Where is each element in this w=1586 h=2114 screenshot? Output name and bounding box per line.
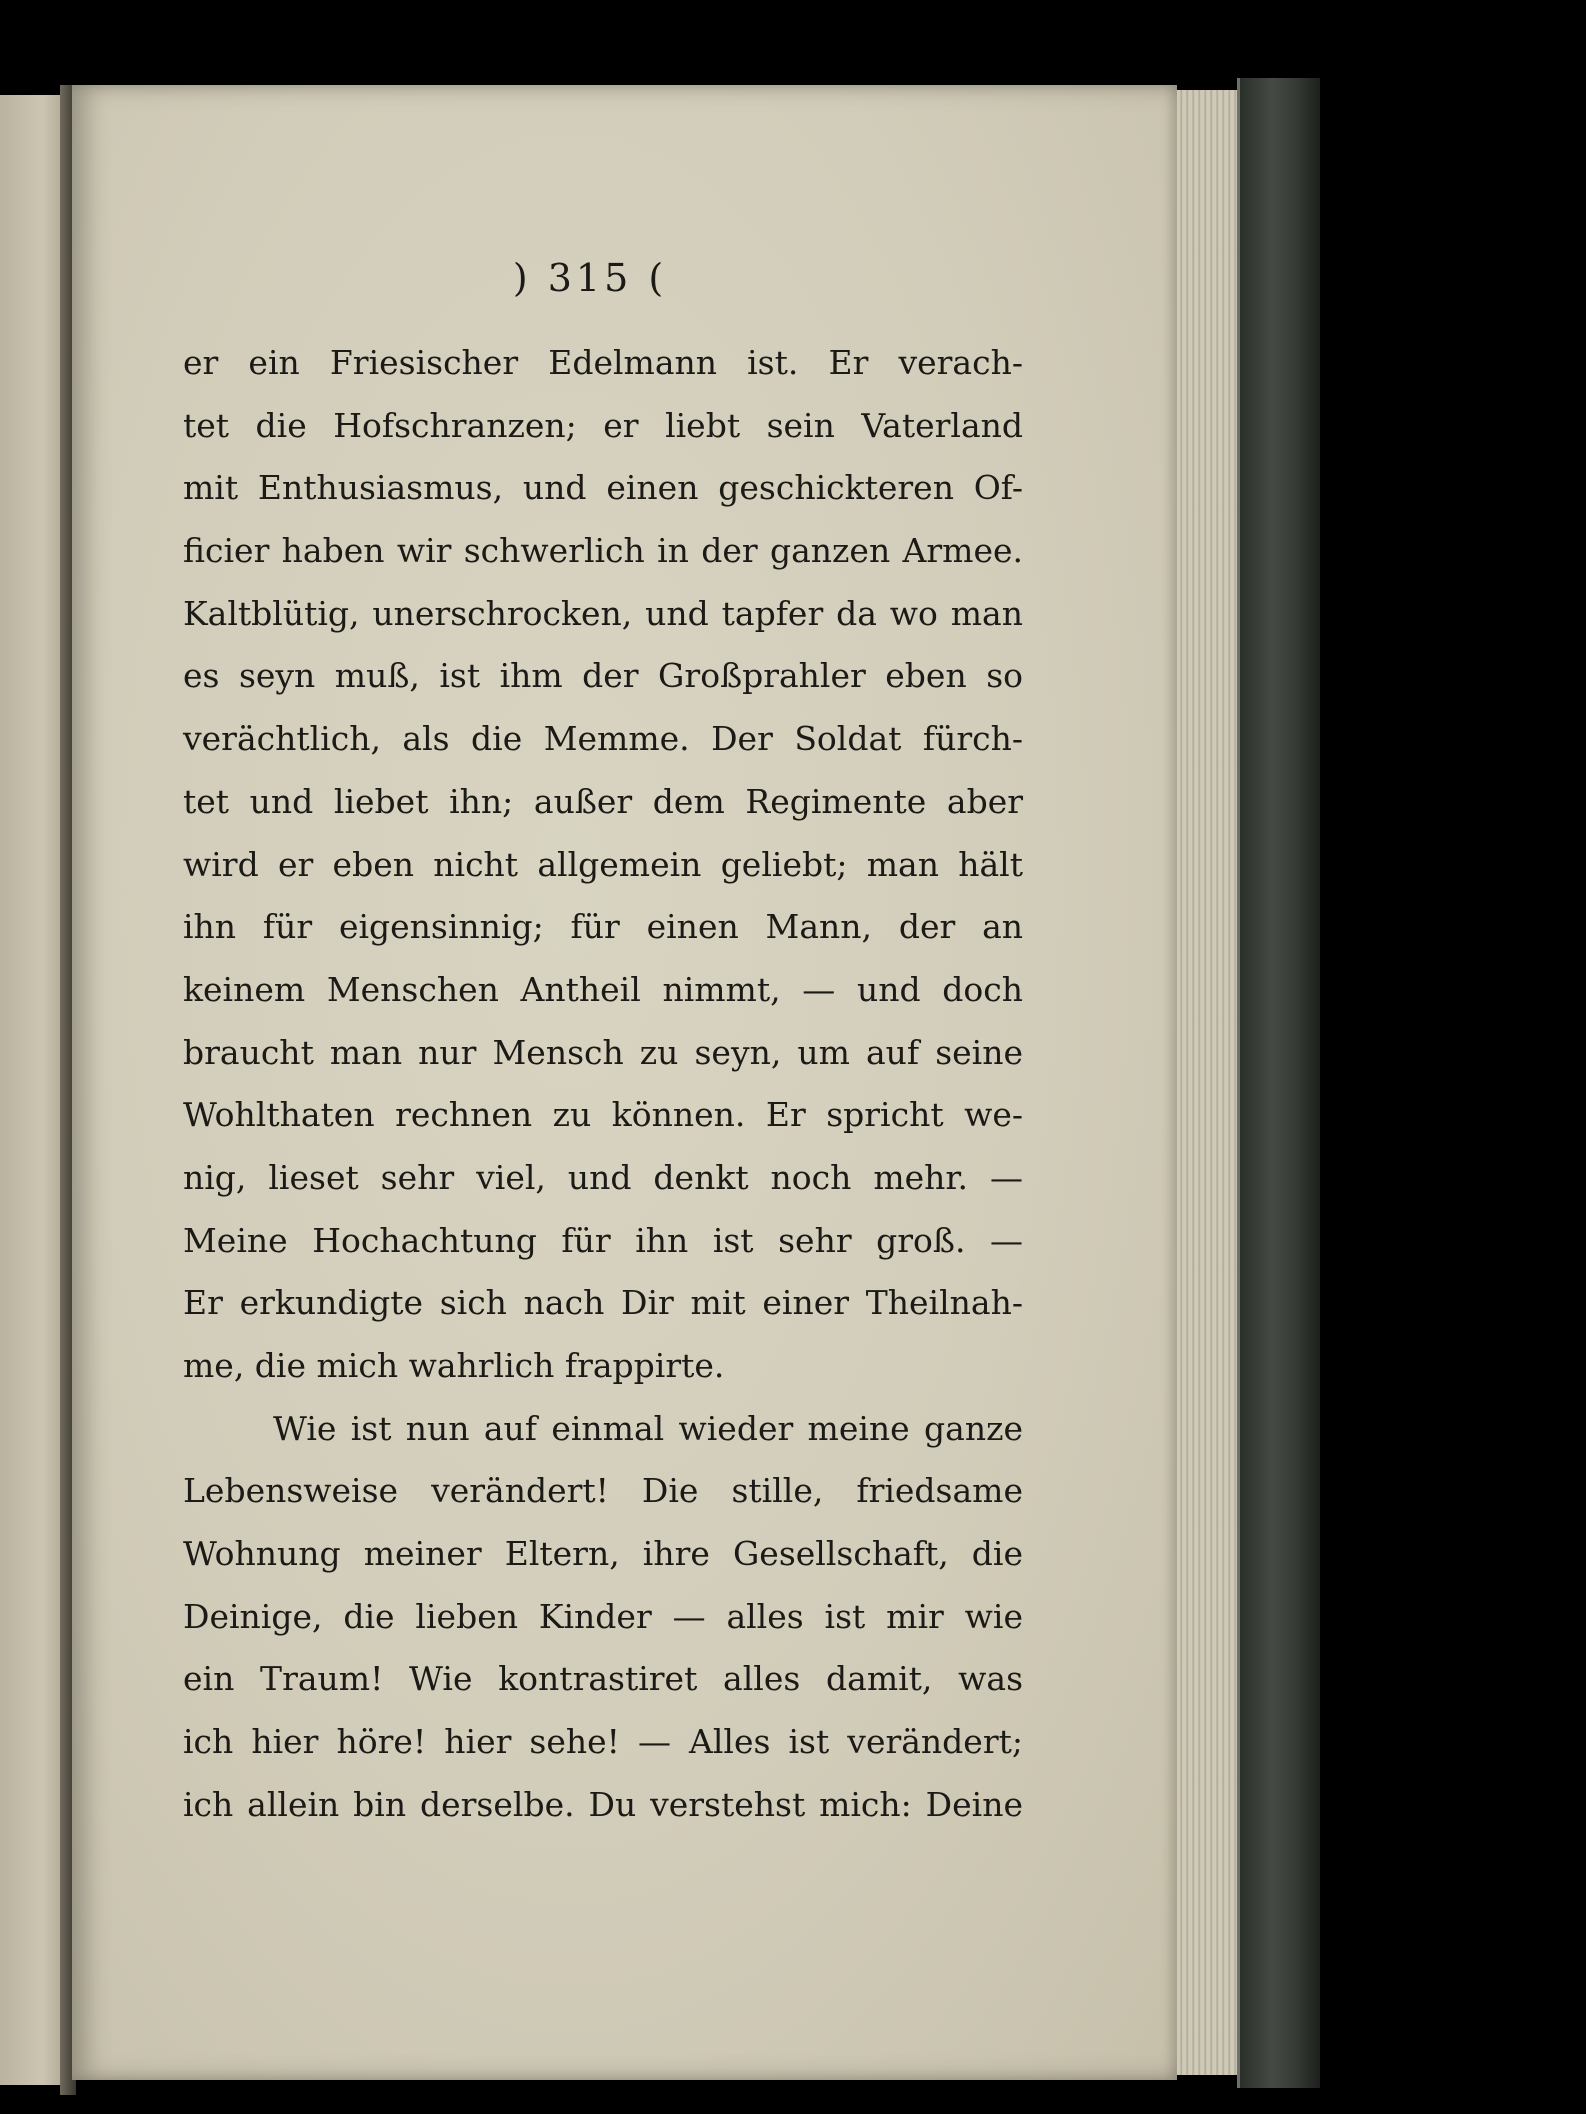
page-number: ) 315 (: [512, 256, 668, 300]
text-line: ich hier höre! hier sehe! — Alles ist verändert;: [183, 1722, 1023, 1762]
text-line: tet die Hofschranzen; er liebt sein Vaterland: [183, 405, 1023, 445]
text-line: me, die mich wahrlich frappirte.: [183, 1346, 725, 1385]
text-line: es seyn muß, ist ihm der Großprahler eben so: [183, 656, 1023, 696]
text-line: ein Traum! Wie kontrastiret alles damit, was: [183, 1659, 1023, 1699]
text-line: Er erkundigte sich nach Dir mit einer Theilnah-: [183, 1283, 1023, 1323]
text-line: nig, lieset sehr viel, und denkt noch mehr. —: [183, 1157, 1023, 1197]
text-line: ihn für eigensinnig; für einen Mann, der an: [183, 907, 1023, 947]
book-cover: [1237, 78, 1320, 2088]
text-line: Meine Hochachtung für ihn ist sehr groß. —: [183, 1220, 1023, 1260]
text-line: Kaltblütig, unerschrocken, und tapfer da wo man: [183, 593, 1023, 633]
page-block-edges: [1177, 90, 1237, 2075]
text-line: verächtlich, als die Memme. Der Soldat fürch-: [183, 719, 1023, 759]
page-text: [183, 250, 1023, 1837]
text-line: braucht man nur Mensch zu seyn, um auf seine: [183, 1032, 1023, 1072]
text-line: ich allein bin derselbe. Du verstehst mich: Deine: [183, 1784, 1023, 1824]
text-line: ficier haben wir schwerlich in der ganzen Armee.: [183, 531, 1023, 571]
text-line: Wie ist nun auf einmal wieder meine ganze: [273, 1408, 1023, 1448]
text-line: wird er eben nicht allgemein geliebt; man hält: [183, 844, 1023, 884]
text-line: tet und liebet ihn; außer dem Regimente aber: [183, 781, 1023, 821]
text-line: Lebensweise verändert! Die stille, friedsame: [183, 1471, 1023, 1511]
text-line: Wohlthaten rechnen zu können. Er spricht we-: [183, 1095, 1023, 1135]
text-line: er ein Friesischer Edelmann ist. Er verach-: [183, 343, 1023, 382]
text-line: Wohnung meiner Eltern, ihre Gesellschaft, die: [183, 1534, 1023, 1574]
text-line: mit Enthusiasmus, und einen geschickteren Of-: [183, 468, 1023, 508]
text-line: Deinige, die lieben Kinder — alles ist mir wie: [183, 1596, 1023, 1636]
text-line: keinem Menschen Antheil nimmt, — und doch: [183, 969, 1023, 1009]
